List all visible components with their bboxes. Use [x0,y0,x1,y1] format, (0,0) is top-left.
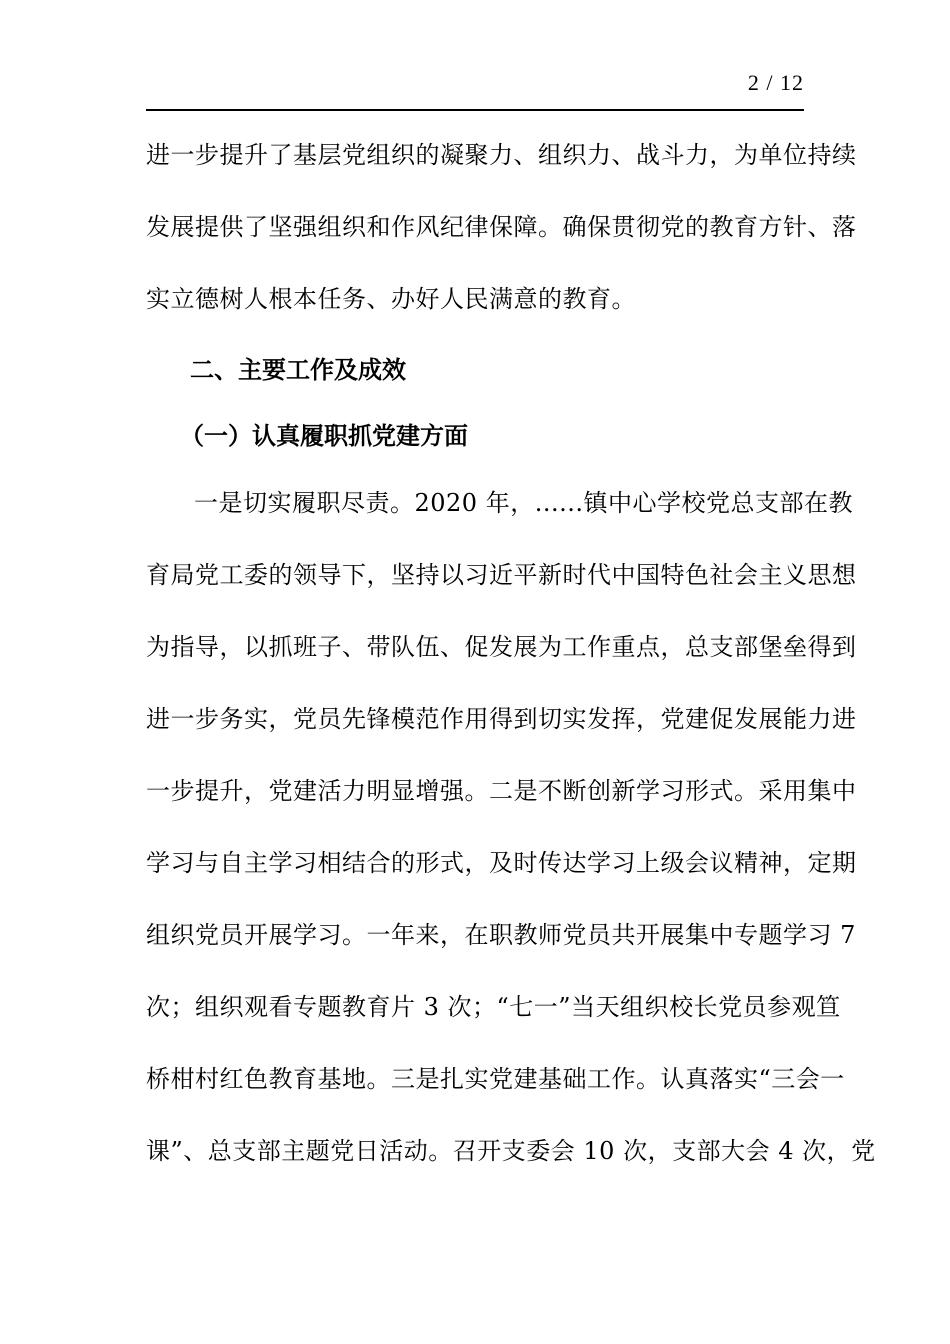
paragraph-line: 一步提升，党建活力明显增强。二是不断创新学习形式。采用集中 [146,777,857,805]
paragraph-line: 学习与自主学习相结合的形式，及时传达学习上级会议精神，定期 [146,849,857,877]
paragraph-line: 桥柑村红色教育基地。三是扎实党建基础工作。认真落实“三会一 [146,1065,845,1093]
paragraph-line: 进一步提升了基层党组织的凝聚力、组织力、战斗力，为单位持续 [146,141,857,169]
paragraph-line: 组织党员开展学习。一年来，在职教师党员共开展集中专题学习 7 [146,921,856,949]
subsection-heading: （一）认真履职抓党建方面 [180,421,468,450]
paragraph-line: 育局党工委的领导下，坚持以习近平新时代中国特色社会主义思想 [146,561,857,589]
document-body [146,119,876,1187]
paragraph-line: 为指导，以抓班子、带队伍、促发展为工作重点，总支部堡垒得到 [146,633,857,661]
header-rule [146,109,804,111]
paragraph-line: 实立德树人根本任务、办好人民满意的教育。 [146,285,636,313]
paragraph-line: 发展提供了坚强组织和作风纪律保障。确保贯彻党的教育方针、落 [146,213,857,241]
paragraph-line: 进一步务实，党员先锋模范作用得到切实发挥，党建促发展能力进 [146,705,857,733]
section-heading: 二、主要工作及成效 [190,356,406,384]
paragraph-line: 一是切实履职尽责。2020 年，......镇中心学校党总支部在教 [194,489,853,517]
paragraph-line: 课”、总支部主题党日活动。召开支委会 10 次，支部大会 4 次，党 [146,1137,876,1165]
page-number: 2 / 12 [747,70,804,95]
paragraph-line: 次；组织观看专题教育片 3 次；“七一”当天组织校长党员参观笪 [146,993,841,1021]
